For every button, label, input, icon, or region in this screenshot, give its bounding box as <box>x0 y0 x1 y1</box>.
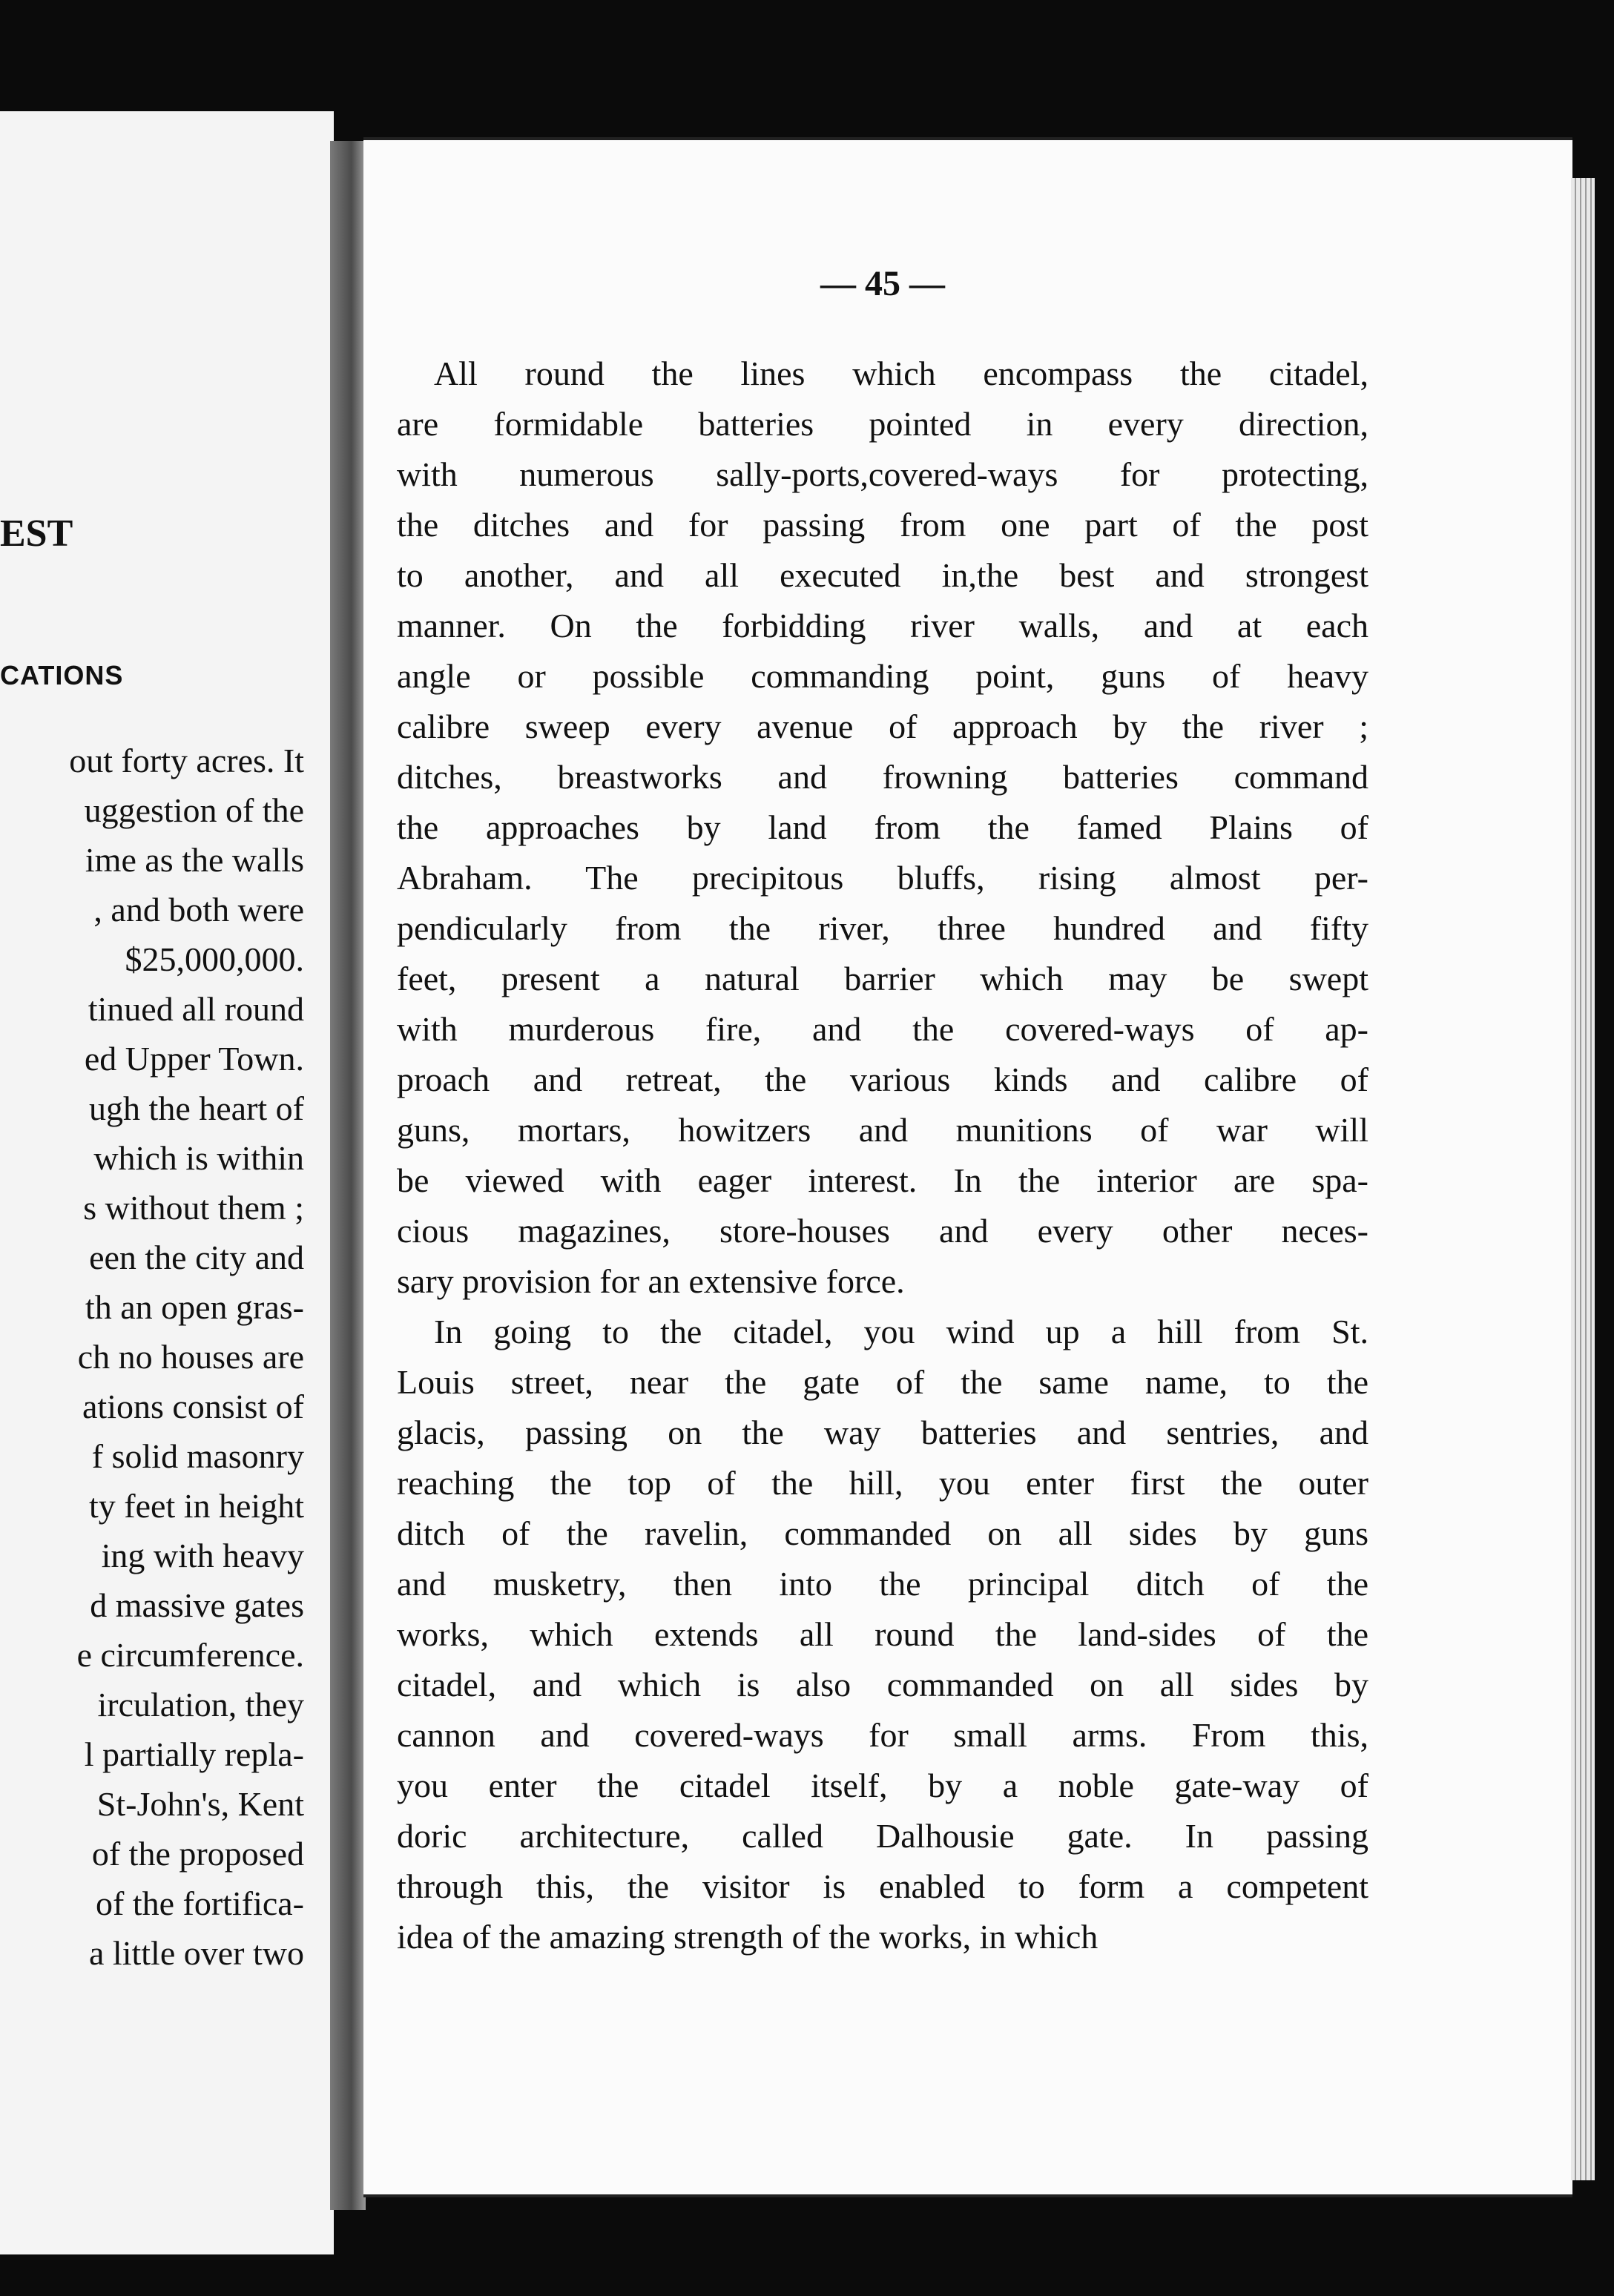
text-line: the ditches and for passing from one part of the post <box>397 506 1368 544</box>
left-page-line: f solid masonry <box>91 1437 304 1475</box>
text-line: works, which extends all round the land-sides of the <box>397 1615 1368 1653</box>
book-gutter <box>330 141 366 2210</box>
left-page-line: s without them ; <box>83 1189 304 1227</box>
text-line: ditches, breastworks and frowning batteries command <box>397 758 1368 796</box>
left-page-line: out forty acres. It <box>69 742 304 779</box>
left-page-line: th an open gras- <box>85 1288 304 1326</box>
text-line: In going to the citadel, you wind up a hill from St. <box>434 1313 1368 1350</box>
left-page-line: l partially repla- <box>84 1735 304 1773</box>
left-page-line: ations consist of <box>82 1388 304 1425</box>
left-page-subheading: CATIONS <box>0 660 124 690</box>
text-line: cious magazines, store-houses and every other neces- <box>397 1212 1368 1250</box>
left-page-line: d massive gates <box>90 1586 304 1624</box>
page-edge <box>1571 178 1595 2180</box>
left-page-line: $25,000,000. <box>125 940 304 978</box>
left-page-line: ch no houses are <box>77 1338 304 1376</box>
paragraph <box>397 1307 1368 1962</box>
paragraph <box>397 349 1368 1307</box>
page-number: — 45 — <box>820 264 945 303</box>
text-line: guns, mortars, howitzers and munitions of war will <box>397 1111 1368 1149</box>
text-line: with numerous sally-ports,covered-ways for protecting, <box>397 455 1368 493</box>
page-body-text <box>397 349 1368 1962</box>
text-line: reaching the top of the hill, you enter first the outer <box>397 1464 1368 1502</box>
text-line: glacis, passing on the way batteries and sentries, and <box>397 1413 1368 1451</box>
left-page-line: ing with heavy <box>101 1537 304 1574</box>
text-line: are formidable batteries pointed in every direction, <box>397 405 1368 443</box>
text-line: manner. On the forbidding river walls, and at each <box>397 607 1368 644</box>
left-page-line: e circumference. <box>76 1636 304 1674</box>
left-page-line: St-John's, Kent <box>96 1785 304 1823</box>
text-line: All round the lines which encompass the citadel, <box>434 354 1368 392</box>
left-page-heading: EST <box>0 512 73 555</box>
left-page-line: ugh the heart of <box>89 1089 304 1127</box>
text-line: idea of the amazing strength of the works, in which <box>397 1918 1098 1956</box>
left-page-line: ime as the walls <box>85 841 304 879</box>
left-page-line: ed Upper Town. <box>84 1040 304 1078</box>
text-line: ditch of the ravelin, commanded on all sides by guns <box>397 1514 1368 1552</box>
left-page-line: een the city and <box>89 1238 304 1276</box>
left-page-line: ty feet in height <box>89 1487 304 1525</box>
text-line: and musketry, then into the principal ditch of the <box>397 1565 1368 1603</box>
text-line: pendicularly from the river, three hundred and fifty <box>397 909 1368 947</box>
text-line: Louis street, near the gate of the same name, to the <box>397 1363 1368 1401</box>
text-line: be viewed with eager interest. In the interior are spa- <box>397 1161 1368 1199</box>
left-page-line: tinued all round <box>88 990 304 1028</box>
text-line: with murderous fire, and the covered-ways of ap- <box>397 1010 1368 1048</box>
text-line: sary provision for an extensive force. <box>397 1262 905 1300</box>
text-line: proach and retreat, the various kinds and calibre of <box>397 1060 1368 1098</box>
text-line: calibre sweep every avenue of approach by the river ; <box>397 707 1368 745</box>
text-line: cannon and covered-ways for small arms. From this, <box>397 1716 1368 1754</box>
text-line: citadel, and which is also commanded on all sides by <box>397 1666 1368 1703</box>
left-page-line: , and both were <box>93 891 304 928</box>
left-page-line: a little over two <box>89 1934 304 1972</box>
left-page-line: of the proposed <box>91 1835 304 1873</box>
text-line: you enter the citadel itself, by a noble gate-way of <box>397 1766 1368 1804</box>
text-line: doric architecture, called Dalhousie gate. In passing <box>397 1817 1368 1855</box>
left-page-line: uggestion of the <box>84 791 304 829</box>
left-page-line: which is within <box>93 1139 304 1177</box>
left-page-line: of the fortifica- <box>96 1884 304 1922</box>
left-page-line: irculation, they <box>97 1686 304 1723</box>
text-line: angle or possible commanding point, guns of heavy <box>397 657 1368 695</box>
previous-page <box>0 111 334 2254</box>
text-line: through this, the visitor is enabled to form a competent <box>397 1867 1368 1905</box>
text-line: the approaches by land from the famed Plains of <box>397 808 1368 846</box>
left-page-text <box>0 736 304 1978</box>
text-line: to another, and all executed in,the best and strongest <box>397 556 1368 594</box>
text-line: feet, present a natural barrier which may be swept <box>397 960 1368 997</box>
text-line: Abraham. The precipitous bluffs, rising almost per- <box>397 859 1368 897</box>
